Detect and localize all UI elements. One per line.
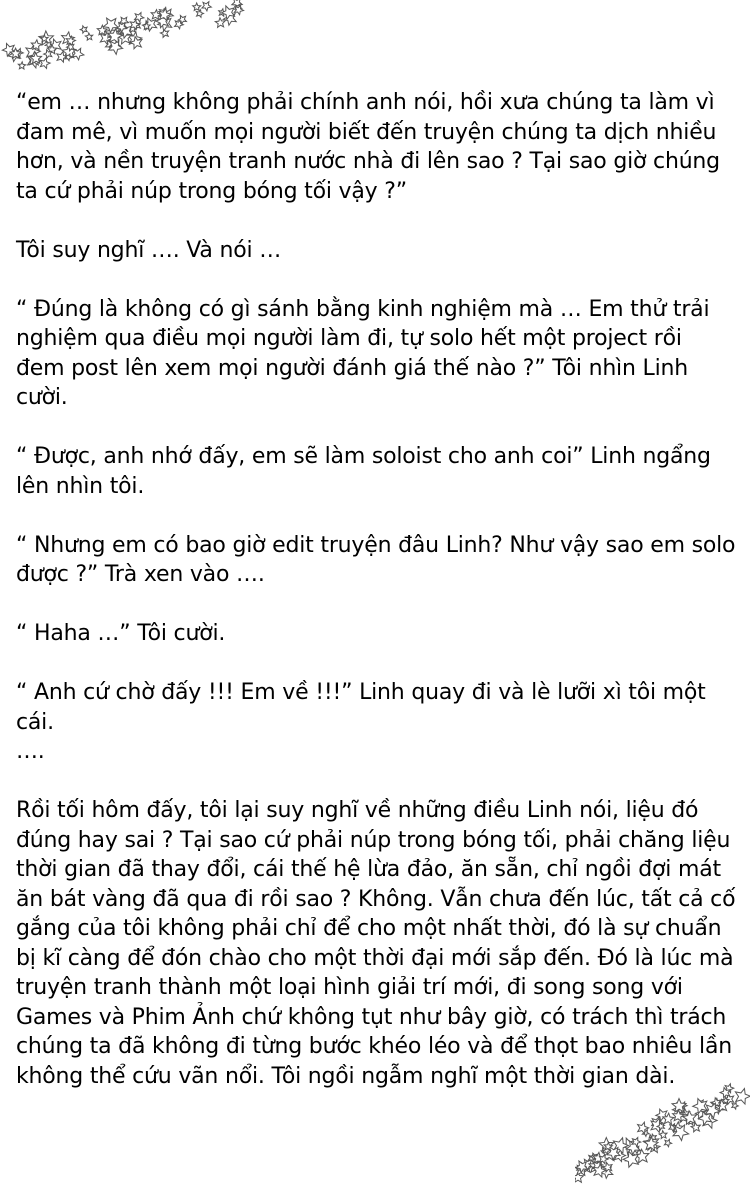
paragraph-dialogue-4: “ Nhưng em có bao giờ edit truyện đâu Linh? Như vậy sao em solo được ?” Trà xen vào …. bbox=[16, 532, 736, 587]
paragraph-narration-1: Tôi suy nghĩ …. Và nói … bbox=[16, 237, 282, 263]
star-icon bbox=[195, 9, 204, 18]
paragraph-ellipsis: …. bbox=[16, 739, 45, 764]
star-icon bbox=[733, 1086, 750, 1105]
paragraph-narration-2: Rồi tối hôm đấy, tôi lại suy nghĩ về những điều Linh nói, liệu đó đúng hay sai ? Tại sao cứ phải núp trong bóng tối, phải chăng liệu thời gian đã thay đổi, cái thế hệ lừa đảo, ăn sẵn, chỉ ngồi đợi mát ăn bát vàng đã qua đi rồi sao ? Không. Vẫn chưa đến lúc, tất cả cố gắng của tôi không phải chỉ để cho một nhất thời, đó là sự chuẩn bị kĩ càng để đón chào cho một thời đại mới sắp đến. Đó là lúc mà truyện tranh thành một loại hình giải trí mới, đi song song với Games và Phim Ảnh chứ không tụt như bây giờ, có trách thì trách chúng ta đã không đi từng bước khéo léo và để thọt bao nhiêu lần không thể cứu vãn nổi. Tôi ngồi ngẫm nghĩ một thời gian dài. bbox=[16, 798, 736, 1089]
star-icon bbox=[663, 1138, 673, 1148]
paragraph-dialogue-6: “ Anh cứ chờ đấy !!! Em về !!!” Linh quay đi và lè lưỡi xì tôi một cái. bbox=[16, 680, 706, 735]
star-icon bbox=[731, 1101, 739, 1109]
paragraph-dialogue-1: “em … nhưng không phải chính anh nói, hồi xưa chúng ta làm vì đam mê, vì muốn mọi người biết đến truyện chúng ta dịch nhiều hơn, và nền truyện tranh nước nhà đi lên sao ? Tại sao giờ chúng ta cứ phải núp trong bóng tối vậy ?” bbox=[16, 90, 720, 204]
star-icon bbox=[193, 3, 201, 11]
star-icon bbox=[18, 62, 26, 70]
star-border-bottom-right bbox=[575, 1073, 750, 1188]
paragraph-dialogue-3: “ Được, anh nhớ đấy, em sẽ làm soloist cho anh coi” Linh ngẩng lên nhìn tôi. bbox=[16, 444, 711, 499]
star-icon bbox=[38, 57, 51, 69]
star-icon bbox=[200, 0, 213, 12]
paragraph-dialogue-2: “ Đúng là không có gì sánh bằng kinh nghiệm mà … Em thử trải nghiệm qua điều mọi người làm đi, tự solo hết một project rồi đem post lên xem mọi người đánh giá thế nào ?” Tôi nhìn Linh cười. bbox=[16, 296, 710, 410]
star-icon bbox=[79, 24, 89, 34]
paragraph-dialogue-5: “ Haha …” Tôi cười. bbox=[16, 621, 226, 646]
star-icon bbox=[85, 32, 94, 42]
star-border-top-left bbox=[0, 0, 250, 80]
story-text bbox=[16, 88, 736, 1121]
